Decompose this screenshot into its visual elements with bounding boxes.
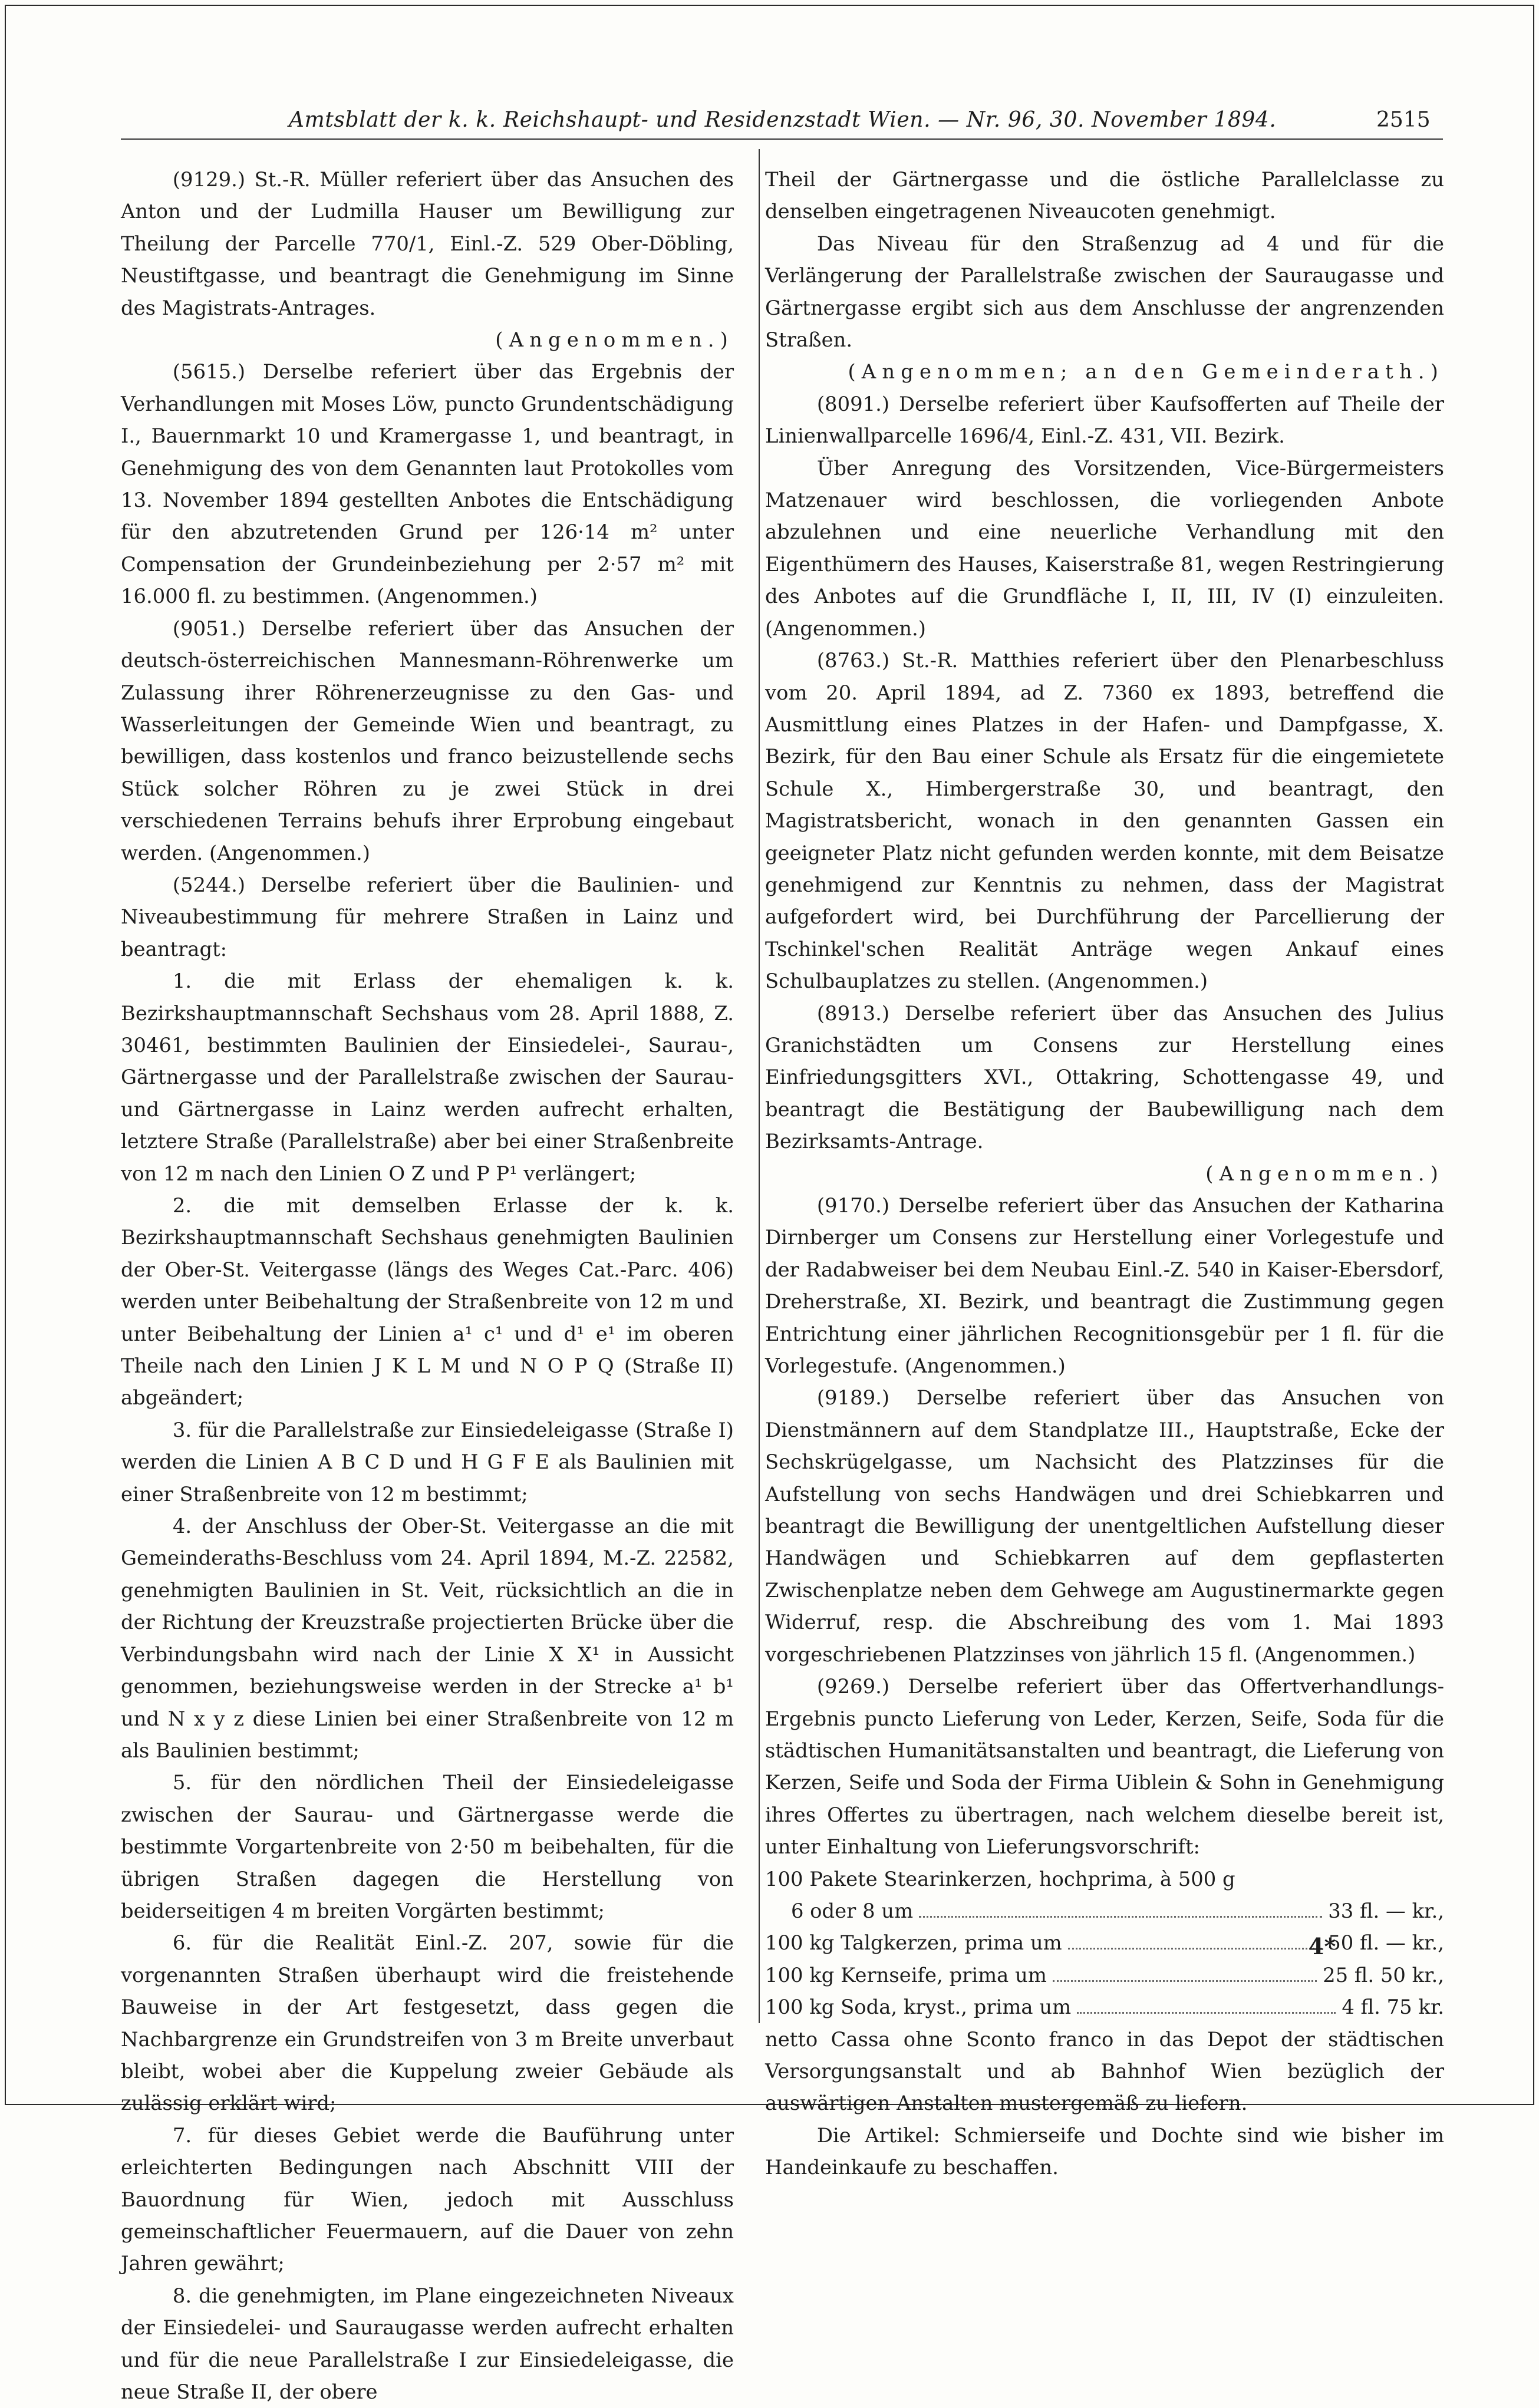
price-row: 100 kg Talgkerzen, prima um 50 fl. — kr., [765,1931,1444,1955]
paragraph-9129: (9129.) St.-R. Müller referiert über das Ansuchen des Anton und der Ludmilla Hauser um Bewilligung zur Theilung der Parcelle 770/1, Einl.-Z. 529 Ober-Döbling, Neustiftgasse, und beantragt die Genehmigung im Sinne des Magistrats-Antrages. [121,168,734,319]
running-header: Amtsblatt der k. k. Reichshaupt- und Residenzstadt Wien. — Nr. 96, 30. November 1894. [289,108,1277,132]
list-item: 5. für den nördlichen Theil der Einsiedeleigasse zwischen der Saurau- und Gärtnergasse werde die bestimmte Vorgartenbreite von 2·50 m beibehalten, für die übrigen Straßen dagegen die Herstellung von beiderseitigen 4 m breiten Vorgärten bestimmt; [121,1771,734,1922]
price-row: 100 kg Kernseife, prima um 25 fl. 50 kr., [765,1963,1444,1987]
list-item: 3. für die Parallelstraße zur Einsiedeleigasse (Straße I) werden die Linien A B C D und H G F E als Baulinien mit einer Straßenbreite von 12 m bestimmt; [121,1418,734,1506]
price-row: 100 kg Soda, kryst., prima um 4 fl. 75 kr. [765,1995,1444,2019]
paragraph-9051: (9051.) Derselbe referiert über das Ansuchen der deutsch-österreichischen Mannesmann-Röhrenwerke um Zulassung ihrer Röhrenerzeugnisse zu den Gas- und Wasserleitungen der Gemeinde Wien und beantragt, zu bewilligen, dass kostenlos und franco beizustellende sechs Stück solcher Röhren zu je zwei Stück in drei verschiedenen Terrains behufs ihrer Erprobung eingebaut werden. (Angenommen.) [121,616,734,865]
list-item: 1. die mit Erlass der ehemaligen k. k. Bezirkshauptmannschaft Sechshaus vom 28. April 1888, Z. 30461, bestimmten Baulinien der Einsiedelei-, Saurau-, Gärtnergasse und der Parallelstraße zwischen der Saurau- und Gärtnergasse in Lainz werden aufrecht erhalten, letztere Straße (Parallelstraße) aber bei einer Straßenbreite von 12 m nach den Linien O Z und P P¹ verlängert; [121,969,734,1185]
left-column [121,164,734,2408]
price-row: 6 oder 8 um 33 fl. — kr., [790,1899,1444,1922]
paragraph: netto Cassa ohne Sconto franco in das Depot der städtischen Versorgungsanstalt und ab Bahnhof Wien bezüglich der auswärtigen Anstalten mustergemäß zu liefern. [765,2027,1444,2115]
column-divider [759,149,760,2023]
right-column [765,164,1444,2184]
list-item: 4. der Anschluss der Ober-St. Veitergasse an die mit Gemeinderaths-Beschluss vom 24. April 1894, M.-Z. 22582, genehmigten Baulinien in St. Veit, rücksichtlich an die in der Richtung der Kreuzstraße projectierten Brücke über die Verbindungsbahn wird nach der Linie X X¹ in Aussicht genommen, beziehungsweise werden in der Strecke a¹ b¹ und N x y z diese Linien bei einer Straßenbreite von 12 m als Baulinien bestimmt; [121,1515,734,1762]
verdict: (Angenommen.) [495,328,734,352]
list-item: 7. für dieses Gebiet werde die Bauführung unter erleichterten Bedingungen nach Abschnitt VIII der Bauordnung für Wien, jedoch mit Ausschluss gemeinschaftlicher Feuermauern, auf die Dauer von zehn Jahren gewährt; [121,2123,734,2275]
paragraph-5615: (5615.) Derselbe referiert über das Ergebnis der Verhandlungen mit Moses Löw, puncto Grundentschädigung I., Bauernmarkt 10 und Kramergasse 1, und beantragt, in Genehmigung des von dem Genannten laut Protokolles vom 13. November 1894 gestellten Anbotes die Entschädigung für den abzutretenden Grund per 126·14 m² unter Compensation der Grundeinbeziehung per 2·57 m² mit 16.000 fl. zu bestimmen. (Angenommen.) [121,360,734,608]
signature-mark: 4* [1309,1933,1336,1960]
paragraph: Das Niveau für den Straßenzug ad 4 und für die Verlängerung der Parallelstraße zwischen der Sauraugasse und Gärtnergasse ergibt sich aus dem Anschlusse der angrenzenden Straßen. [765,232,1444,352]
paragraph-9269: (9269.) Derselbe referiert über das Offertverhandlungs-Ergebnis puncto Lieferung von Leder, Kerzen, Seife, Soda für die städtischen Humanitätsanstalten und beantragt, die Lieferung von Kerzen, Seife und Soda der Firma Uiblein & Sohn in Genehmigung ihres Offertes zu übertragen, nach welchem dieselbe bereit ist, unter Einhaltung von Lieferungsvorschrift: [765,1675,1444,1859]
price-list [765,1895,1444,2024]
paragraph-5244: (5244.) Derselbe referiert über die Baulinien- und Niveaubestimmung für mehrere Straßen in Lainz und beantragt: [121,873,734,961]
page-number: 2515 [1376,108,1431,132]
list-item: 6. für die Realität Einl.-Z. 207, sowie für die vorgenannten Straßen überhaupt wird die freistehende Bauweise in der Art festgesetzt, dass gegen die Nachbargrenze ein Grundstreifen von 3 m Breite unverbaut bleibt, wobei aber die Kuppelung zweier Gebäude als zulässig erklärt wird; [121,1931,734,2115]
paragraph-8913: (8913.) Derselbe referiert über das Ansuchen des Julius Granichstädten um Consens zur Herstellung eines Einfriedungsgitters XVI., Ottakring, Schottengasse 49, und beantragt die Bestätigung der Baubewilligung nach dem Bezirksamts-Antrage. [765,1001,1444,1153]
paragraph-9170: (9170.) Derselbe referiert über das Ansuchen der Katharina Dirnberger um Consens zur Herstellung einer Vorlegestufe und der Radabweiser bei dem Neubau Einl.-Z. 540 in Kaiser-Ebersdorf, Dreherstraße, XI. Bezirk, und beantragt die Zustimmung gegen Entrichtung einer jährlichen Recognitionsgebür per 1 fl. für die Vorlegestufe. (Angenommen.) [765,1194,1444,1378]
paragraph-8763: (8763.) St.-R. Matthies referiert über den Plenarbeschluss vom 20. April 1894, ad Z. 7360 ex 1893, betreffend die Ausmittlung eines Platzes in der Hafen- und Dampfgasse, X. Bezirk, für den Bau einer Schule als Ersatz für die eingemietete Schule X., Himbergerstraße 30, und beantragt, den Magistratsbericht, wonach in den genannten Gassen ein geeigneter Platz nicht gefunden werden konnte, mit dem Beisatze genehmigend zur Kenntnis zu nehmen, dass der Magistrat aufgefordert wird, bei Durchführung der Parcellierung der Tschinkel'schen Realität Anträge wegen Ankauf eines Schulbauplatzes zu stellen. (Angenommen.) [765,649,1444,993]
verdict: (Angenommen.) [1205,1162,1444,1185]
continued-paragraph: Theil der Gärtnergasse und die östliche Parallelclasse zu denselben eingetragenen Niveaucoten genehmigt. [765,168,1444,223]
header-rule [121,138,1443,140]
paragraph: Über Anregung des Vorsitzenden, Vice-Bürgermeisters Matzenauer wird beschlossen, die vorliegenden Anbote abzulehnen und eine neuerliche Verhandlung mit den Eigenthümern des Hauses, Kaiserstraße 81, wegen Restringierung des Anbotes auf die Grundfläche I, II, III, IV (I) einzuleiten. (Angenommen.) [765,456,1444,640]
list-item: 8. die genehmigten, im Plane eingezeichneten Niveaux der Einsiedelei- und Sauraugasse werden aufrecht erhalten und für die neue Parallelstraße I zur Einsiedeleigasse, die neue Straße II, der obere [121,2284,734,2404]
list-item: 2. die mit demselben Erlasse der k. k. Bezirkshauptmannschaft Sechshaus genehmigten Baulinien der Ober-St. Veitergasse (längs des Weges Cat.-Parc. 406) werden unter Beibehaltung der Straßenbreite von 12 m und unter Beibehaltung der Linien a¹ c¹ und d¹ e¹ im oberen Theile nach den Linien J K L M und N O P Q (Straße II) abgeändert; [121,1194,734,1410]
paragraph-9189: (9189.) Derselbe referiert über das Ansuchen von Dienstmännern auf dem Standplatze III., Hauptstraße, Ecke der Sechskrügelgasse, um Nachsicht des Platzzinses für die Aufstellung von sechs Handwägen und drei Schiebkarren und beantragt die Bewilligung der unentgeltlichen Aufstellung dieser Handwägen und Schiebkarren auf dem gepflasterten Zwischenplatze neben dem Gehwege am Augustinermarkte gegen Widerruf, resp. die Abschreibung des vom 1. Mai 1893 vorgeschriebenen Platzzinses von jährlich 15 fl. (Angenommen.) [765,1386,1444,1666]
paragraph-8091: (8091.) Derselbe referiert über Kaufsofferten auf Theile der Linienwallparcelle 1696/4, Einl.-Z. 431, VII. Bezirk. [765,392,1444,448]
price-list-heading: 100 Pakete Stearinkerzen, hochprima, à 500 g [765,1867,1235,1891]
paragraph: Die Artikel: Schmierseife und Dochte sind wie bisher im Handeinkaufe zu beschaffen. [765,2123,1444,2179]
verdict: (Angenommen; an den Gemeinderath.) [848,360,1444,384]
